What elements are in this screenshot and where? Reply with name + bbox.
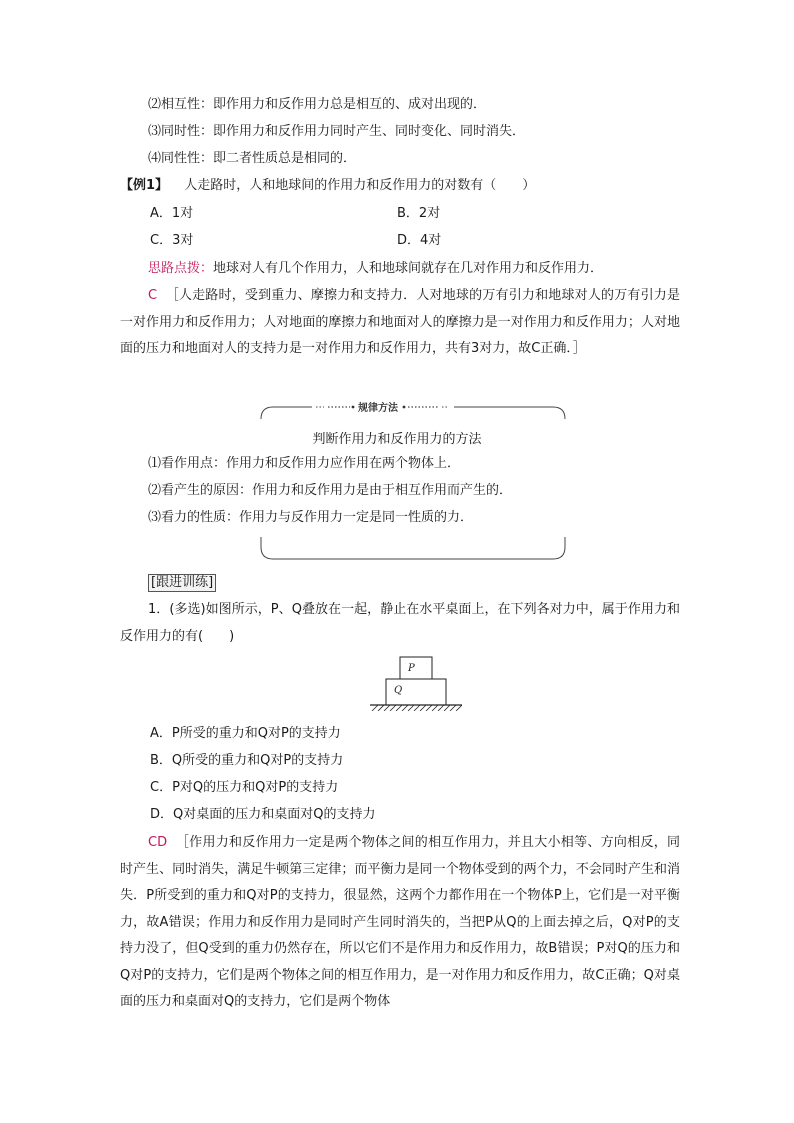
method-item-2: ⑵看产生的原因：作用力和反作用力是由于相互作用而产生的． (148, 483, 513, 498)
practice-option-b: B．Q所受的重力和Q对P的支持力 (150, 753, 344, 768)
method-title: 判断作用力和反作用力的方法 (312, 432, 482, 447)
label-p: P (408, 663, 415, 674)
example1-explanation: ［人走路时，受到重力、摩擦力和支持力．人对地球的万有引力和地球对人的万有引力是一对作用力和反作用力；人对地面的摩擦力和地面对人的摩擦力是一对作用力和反作用力；人对地面的压力和地面对人的支持力是一对作用力和反作用力，共有3对力，故C正确．］ (120, 288, 680, 356)
practice-option-d: D．Q对桌面的压力和桌面对Q的支持力 (150, 807, 376, 822)
practice-option-a: A．P所受的重力和Q对P的支持力 (150, 726, 341, 741)
method-banner: 规律方法 (358, 403, 398, 414)
method-box-frame (260, 401, 566, 561)
property-line-4: ⑷同性性：即二者性质总是相同的． (148, 151, 357, 166)
practice-question (120, 597, 680, 650)
hint-label: 思路点拨： (148, 261, 214, 276)
practice-tag: [跟进训练] (148, 574, 216, 592)
hint-text: 地球对人有几个作用力，人和地球间就存在几对作用力和反作用力． (213, 261, 604, 276)
example1-option-a: A．1对 (150, 206, 194, 221)
label-q: Q (394, 685, 403, 696)
property-line-3: ⑶同时性：即作用力和反作用力同时产生、同时变化、同时消失． (148, 124, 526, 139)
practice-answer: CD (148, 835, 168, 850)
practice-explanation: ［作用力和反作用力一定是两个物体之间的相互作用力，并且大小相等、方向相反，同时产生、同时消失，满足牛顿第三定律；而平衡力是同一个物体受到的两个力，不会同时产生和消失．P所受到的重力和Q对P的支持力，很显然，这两个力都作用在一个物体P上，它们是一对平衡力，故A错误；作用力和反作用力是同时产生同时消失的，当把P从Q的上面去掉之后，Q对P的支持力没了，但Q受到的重力仍然存在，所以它们不是作用力和反作用力，故B错误；P对Q的压力和Q对P的支持力，它们是两个物体之间的相互作用力，是一对作用力和反作用力，故C正确；Q对桌面的压力和桌面对Q的支持力，它们是两个物体 (120, 835, 680, 1009)
example1-question-text: 人走路时，人和地球间的作用力和反作用力的对数有（ ） (184, 178, 536, 193)
example1-option-b: B．2对 (397, 206, 441, 221)
practice-solution (120, 830, 680, 1016)
example1-solution (120, 283, 680, 363)
example1-question (120, 177, 535, 195)
example1-hint (148, 260, 603, 278)
example1-answer: C (148, 288, 158, 303)
practice-question-text: 1．(多选)如图所示，P、Q叠放在一起，静止在水平桌面上，在下列各对力中，属于作用力和反作用力的有( ) (120, 602, 680, 644)
example1-option-c: C．3对 (150, 233, 194, 248)
property-line-2: ⑵相互性：即作用力和反作用力总是相互的、成对出现的． (148, 97, 487, 112)
method-item-3: ⑶看力的性质：作用力与反作用力一定是同一性质的力． (148, 510, 474, 525)
example1-option-d: D．4对 (397, 233, 442, 248)
block-p (400, 657, 432, 679)
table-hatching (372, 705, 462, 711)
example1-label: 【例1】 (120, 178, 169, 193)
pq-block-figure (370, 655, 462, 711)
practice-option-c: C．P对Q的压力和Q对P的支持力 (150, 780, 339, 795)
method-item-1: ⑴看作用点：作用力和反作用力应作用在两个物体上． (148, 456, 461, 471)
